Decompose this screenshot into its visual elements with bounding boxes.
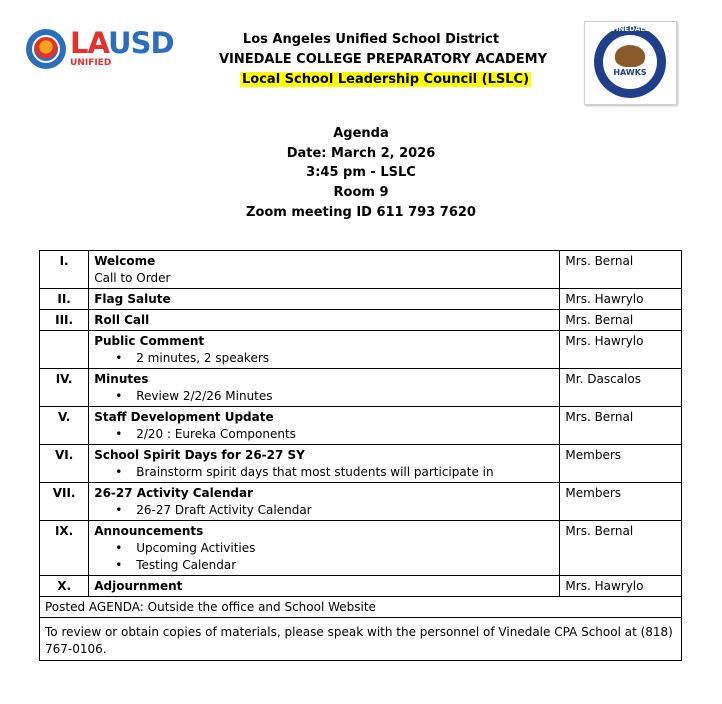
agenda-item-presenter: Mrs. Hawrylo xyxy=(560,289,682,310)
agenda-row xyxy=(40,521,682,576)
agenda-heading: Agenda xyxy=(333,126,389,141)
meeting-date: Date: March 2, 2026 xyxy=(286,146,436,161)
agenda-item-presenter: Mrs. Bernal xyxy=(560,310,682,331)
agenda-row xyxy=(40,310,682,331)
posted-note: Posted AGENDA: Outside the office and School Website xyxy=(40,597,682,618)
agenda-item-topic xyxy=(89,576,560,597)
agenda-row xyxy=(40,576,682,597)
agenda-item-presenter: Members xyxy=(560,445,682,483)
agenda-row xyxy=(40,369,682,407)
agenda-item-number: VI. xyxy=(40,445,89,483)
agenda-rows xyxy=(40,251,682,597)
agenda-item-topic xyxy=(89,521,560,576)
hawk-icon xyxy=(615,45,645,67)
agenda-item-topic xyxy=(89,289,560,310)
agenda-item-presenter: Mrs. Bernal xyxy=(560,407,682,445)
council-name: Local School Leadership Council (LSLC) xyxy=(242,72,530,87)
school-name: VINEDALE COLLEGE PREPARATORY ACADEMY xyxy=(218,52,548,67)
agenda-item-presenter: Members xyxy=(560,483,682,521)
agenda-item-topic xyxy=(89,251,560,289)
agenda-item-number: II. xyxy=(40,289,89,310)
agenda-item-bullets xyxy=(94,350,554,367)
agenda-item-presenter: Mrs. Hawrylo xyxy=(560,331,682,369)
agenda-item-number: IV. xyxy=(40,369,89,407)
agenda-row xyxy=(40,445,682,483)
hawks-seal-icon xyxy=(594,26,666,98)
agenda-bullet: • 2 minutes, 2 speakers xyxy=(136,350,554,367)
agenda-bullet: • 26-27 Draft Activity Calendar xyxy=(136,502,554,519)
lausd-logo-text: LAUSD xyxy=(70,26,174,60)
meeting-time: 3:45 pm - LSLC xyxy=(306,165,416,180)
agenda-item-number: V. xyxy=(40,407,89,445)
agenda-item-number: I. xyxy=(40,251,89,289)
agenda-bullet: • Upcoming Activities xyxy=(136,540,554,557)
agenda-bullet: • Review 2/2/26 Minutes xyxy=(136,388,554,405)
agenda-row xyxy=(40,483,682,521)
agenda-item-bullets xyxy=(94,388,554,405)
agenda-item-title: Adjournment xyxy=(94,579,183,593)
agenda-item-bullets xyxy=(94,540,554,574)
agenda-bullet: • Testing Calendar xyxy=(136,557,554,574)
seal-name-text: HAWKS xyxy=(613,68,647,77)
agenda-item-title: Announcements xyxy=(94,524,204,538)
agenda-item-number xyxy=(40,331,89,369)
agenda-item-presenter: Mrs. Bernal xyxy=(560,521,682,576)
agenda-row xyxy=(40,331,682,369)
agenda-item-title: Welcome xyxy=(94,254,156,268)
agenda-item-number: VII. xyxy=(40,483,89,521)
agenda-bullet: • 2/20 : Eureka Components xyxy=(136,426,554,443)
district-name: Los Angeles Unified School District xyxy=(242,32,500,47)
agenda-row xyxy=(40,251,682,289)
agenda-item-topic xyxy=(89,310,560,331)
agenda-item-bullets xyxy=(94,426,554,443)
agenda-item-topic xyxy=(89,445,560,483)
agenda-item-title: Public Comment xyxy=(94,334,205,348)
zoom-meeting-id: Zoom meeting ID 611 793 7620 xyxy=(246,205,476,220)
review-note: To review or obtain copies of materials, please speak with the personnel of Vinedale CPA School at (818) 767-0106. xyxy=(40,618,682,661)
agenda-item-number: IX. xyxy=(40,521,89,576)
agenda-row xyxy=(40,289,682,310)
agenda-item-bullets xyxy=(94,464,554,481)
agenda-item-number: III. xyxy=(40,310,89,331)
agenda-item-title: School Spirit Days for 26-27 SY xyxy=(94,448,305,462)
agenda-item-title: Minutes xyxy=(94,372,149,386)
agenda-item-presenter: Mr. Dascalos xyxy=(560,369,682,407)
agenda-item-number: X. xyxy=(40,576,89,597)
footer-posted-row xyxy=(40,597,682,618)
agenda-row xyxy=(40,407,682,445)
agenda-item-topic xyxy=(89,407,560,445)
agenda-item-note: Call to Order xyxy=(94,271,171,285)
footer-review-row xyxy=(40,618,682,661)
agenda-item-bullets xyxy=(94,502,554,519)
meeting-room: Room 9 xyxy=(333,185,389,200)
agenda-item-topic xyxy=(89,331,560,369)
lausd-logo-subtext: UNIFIED xyxy=(70,58,112,68)
agenda-table xyxy=(39,250,682,661)
agenda-item-title: Staff Development Update xyxy=(94,410,274,424)
agenda-item-topic xyxy=(89,483,560,521)
agenda-item-presenter: Mrs. Hawrylo xyxy=(560,576,682,597)
agenda-item-title: Flag Salute xyxy=(94,292,171,306)
agenda-item-topic xyxy=(89,369,560,407)
agenda-item-title: 26-27 Activity Calendar xyxy=(94,486,254,500)
agenda-item-title: Roll Call xyxy=(94,313,150,327)
agenda-bullet: • Brainstorm spirit days that most students will participate in xyxy=(136,464,554,481)
school-seal xyxy=(584,21,677,105)
agenda-item-presenter: Mrs. Bernal xyxy=(560,251,682,289)
seal-top-text: VINEDALE xyxy=(610,25,650,33)
